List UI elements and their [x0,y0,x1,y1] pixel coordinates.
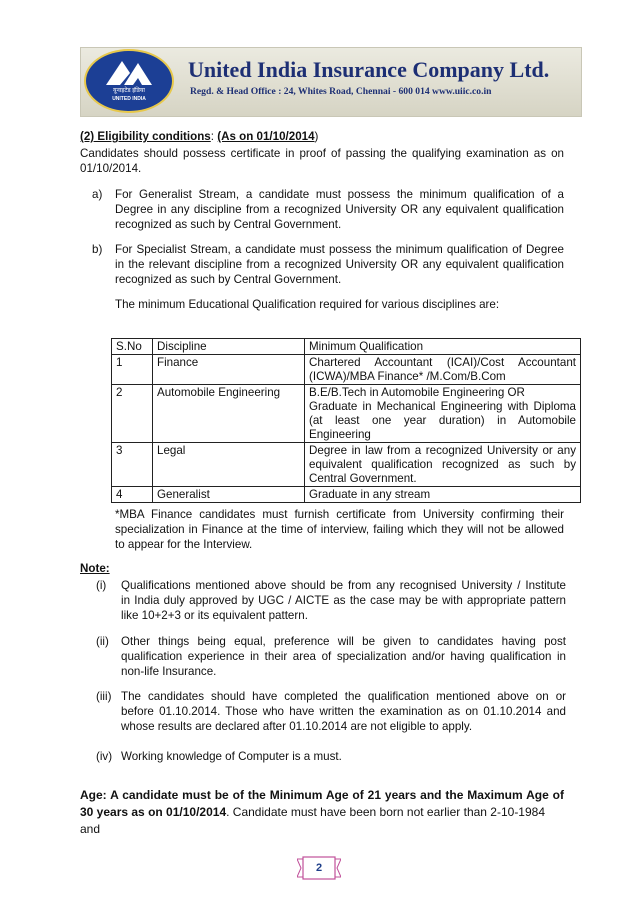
intro-line: 01/10/2014. [80,162,142,175]
cell-sno: 1 [112,355,153,385]
note-line: The candidates should have completed the qualification mentioned above on or [121,690,566,703]
cell-qualification [305,487,581,503]
note-line: Other things being equal, preference will be given to candidates having post [121,635,566,648]
note-item-i [96,578,566,623]
age-date-bold: 30 years as on 01/10/2014 [80,805,227,819]
qualification-line: Chartered Accountant (ICAI)/Cost Accountant [309,356,576,369]
note-line: non-life Insurance. [121,665,217,678]
header-qualification: Minimum Qualification [305,339,581,355]
intro-paragraph [80,146,564,176]
item-line: Degree in any discipline from a recognized University OR any equivalent qualification [115,203,564,216]
qualification-line: (ICWA)/MBA Finance* /M.Com/B.Com [309,370,506,383]
heading-title: (2) Eligibility conditions [80,130,211,143]
cell-sno: 4 [112,487,153,503]
footnote-line: *MBA Finance candidates must furnish certificate from University confirming their [115,508,564,521]
cell-sno: 2 [112,385,153,443]
stream-item-b [92,242,564,287]
page-number-badge [297,856,341,880]
qualification-line: equivalent qualification recognized as such by [309,458,576,471]
note-item-iv [96,749,566,764]
cell-qualification [305,443,581,487]
note-item-label: (i) [96,579,107,592]
cell-qualification [305,385,581,443]
item-line: For Generalist Stream, a candidate must possess the minimum qualification of a [115,188,564,201]
logo-hindi-text: यूनाइटेड इंडिया [113,88,145,94]
table-row [112,385,581,443]
qualification-line: Graduate in any stream [309,488,431,501]
qualification-line: B.E/B.Tech in Automobile Engineering OR [309,386,525,399]
item-line: recognized as such by Central Government. [115,273,342,286]
note-line: qualification experience in their area of specialization and/or having qualification in [121,650,566,663]
table-intro: The minimum Educational Qualification required for various disciplines are: [115,298,500,311]
qualification-line: Engineering [309,428,371,441]
note-item-label: (iv) [96,750,113,763]
item-label: a) [92,188,103,201]
heading-close: ) [314,130,319,143]
note-item-label: (iii) [96,690,112,703]
note-line: Qualifications mentioned above should be from any recognised University / Institute [121,579,566,592]
heading-colon: : [210,130,218,143]
age-line-rest: . Candidate must have been born not earlier than 2-10-1984 and [80,805,546,836]
note-label: Note: [80,562,110,575]
note-line: before 01.10.2014. Those who have written the examination as on 01.10.2014 and [121,705,566,718]
table-row [112,487,581,503]
company-address: Regd. & Head Office : 24, Whites Road, Chennai - 600 014 www.uiic.co.in [190,86,492,97]
table-row [112,443,581,487]
cell-discipline: Finance [153,355,305,385]
mba-footnote [115,507,564,552]
qualification-line: (at least one year duration) in Automobile [309,414,576,427]
header-discipline: Discipline [153,339,305,355]
stream-item-a [92,187,564,232]
qualification-line: Central Government. [309,472,417,485]
cell-discipline: Generalist [153,487,305,503]
note-line: like 10+2+3 or its equivalent pattern. [121,609,308,622]
cell-discipline: Legal [153,443,305,487]
item-line: in the relevant discipline from a recognized University OR any equivalent qualification [115,258,564,271]
item-line: recognized as such by Central Government. [115,218,342,231]
cell-sno: 3 [112,443,153,487]
note-line: Working knowledge of Computer is a must. [121,750,342,763]
note-line: in India duly approved by UGC / AICTE as the case may be with appropriate pattern [121,594,566,607]
item-label: b) [92,243,103,256]
note-line: whose results are declared after 01.10.2014 are not eligible to apply. [121,720,473,733]
cell-qualification [305,355,581,385]
page-number: 2 [315,862,323,874]
company-logo [84,49,174,113]
header-sno: S.No [112,339,153,355]
company-name: United India Insurance Company Ltd. [188,57,550,82]
note-item-iii [96,689,566,734]
qualification-line: Degree in law from a recognized University or any [309,444,576,457]
footnote-line: to appear for the Interview. [115,538,253,551]
item-line: For Specialist Stream, a candidate must possess the minimum qualification of Degree [115,243,564,256]
qualification-line: Graduate in Mechanical Engineering with Diploma [309,400,576,413]
cell-discipline: Automobile Engineering [153,385,305,443]
table-row [112,355,581,385]
table-header-row [112,339,581,355]
qualification-table [111,338,581,503]
eligibility-heading [80,129,318,144]
logo-english-text: UNITED INDIA [112,96,146,102]
age-paragraph [80,787,564,838]
note-item-ii [96,634,566,679]
heading-date: (As on 01/10/2014 [217,130,315,143]
note-item-label: (ii) [96,635,109,648]
age-line-bold: Age: A candidate must be of the Minimum Age of 21 years and the Maximum Age of [80,788,564,802]
footnote-line: specialization in Finance at the time of interview, failing which they will not be allowed [115,523,564,536]
intro-line: Candidates should possess certificate in proof of passing the qualifying examination as on [80,147,564,160]
logo-emblem-icon [86,51,172,111]
